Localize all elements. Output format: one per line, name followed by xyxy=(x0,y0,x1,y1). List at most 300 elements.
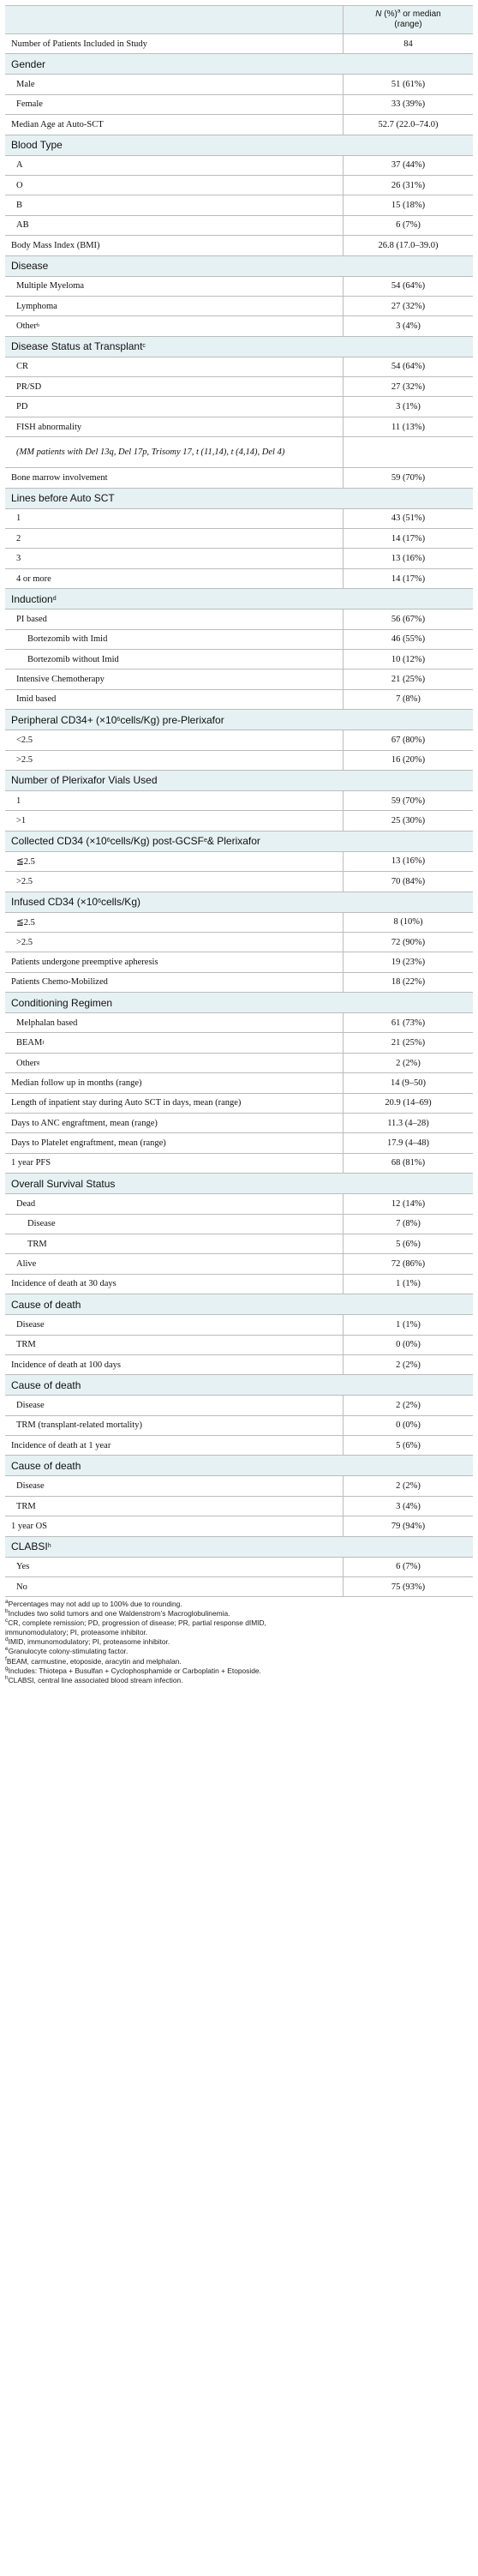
row-label: Melphalan based xyxy=(16,1018,78,1028)
row-label-cell xyxy=(5,1476,344,1495)
row-value-cell: 14 (9–50) xyxy=(390,1078,427,1088)
table-row xyxy=(5,1194,473,1214)
section-title-cell: Induction d xyxy=(11,592,57,605)
table-row xyxy=(5,156,473,176)
section-header-row xyxy=(5,135,473,156)
row-label-cell xyxy=(5,397,344,416)
row-label-cell xyxy=(5,872,344,891)
table-row xyxy=(5,75,473,94)
row-label-cell xyxy=(5,1073,344,1092)
row-label-cell xyxy=(5,913,344,932)
row-label-cell xyxy=(5,933,344,952)
row-label-cell xyxy=(5,1154,344,1173)
section-title-cell: Infused CD34 (×10 6 cells/Kg) xyxy=(11,896,140,908)
footnote-text: Includes two solid tumors and one Waldenstrom’s Macroglobulinemia. xyxy=(8,1609,230,1618)
row-label-cell xyxy=(5,670,344,688)
header-line-1 xyxy=(375,9,440,20)
table-row xyxy=(5,509,473,529)
table-row xyxy=(5,549,473,568)
row-value-cell: 43 (51%) xyxy=(391,513,426,524)
footnote-line xyxy=(5,1609,473,1618)
row-value-cell: 3 (4%) xyxy=(396,1501,421,1511)
footnote-line xyxy=(5,1676,473,1685)
table-row xyxy=(5,650,473,670)
row-label: TRM xyxy=(16,1501,36,1511)
row-value-cell: 84 xyxy=(403,39,413,49)
table-row xyxy=(5,952,473,972)
row-label-cell xyxy=(5,297,344,315)
section-title-cell xyxy=(5,1375,473,1395)
row-value-cell: 10 (12%) xyxy=(391,654,426,664)
row-value-cell: 56 (67%) xyxy=(391,614,426,624)
row-value-cell: 27 (32%) xyxy=(391,381,426,392)
table-row xyxy=(5,1577,473,1597)
section-title-tail: cells/Kg) xyxy=(100,896,140,908)
row-label: Intensive Chemotherapy xyxy=(16,675,105,685)
table-row xyxy=(5,529,473,549)
footnote-mark: a xyxy=(5,1599,9,1606)
row-label: ≦2.5 xyxy=(16,917,35,928)
section-title-cell xyxy=(5,489,473,508)
row-label: BEAM xyxy=(16,1038,43,1048)
row-value-cell: 27 (32%) xyxy=(391,301,426,311)
table-row xyxy=(5,1275,473,1294)
footnote-mark: f xyxy=(5,1655,7,1662)
row-value-cell: 17.9 (4–48) xyxy=(387,1138,429,1149)
table-row xyxy=(5,1476,473,1496)
section-title-cell xyxy=(5,135,473,155)
table-row xyxy=(5,397,473,417)
row-value-cell: 46 (55%) xyxy=(391,634,426,645)
row-label-cell xyxy=(5,791,344,810)
row-label-cell xyxy=(5,1114,344,1132)
row-label-cell xyxy=(5,95,344,114)
row-label-cell xyxy=(5,1133,344,1152)
table-row xyxy=(5,913,473,933)
header-value-column xyxy=(344,6,473,33)
row-value-cell: 13 (16%) xyxy=(391,554,426,564)
row-label: TRM (transplant-related mortality) xyxy=(16,1420,142,1431)
row-label-cell xyxy=(5,1416,344,1435)
row-label-cell xyxy=(5,952,344,971)
row-label-cell xyxy=(5,509,344,528)
row-label-cell xyxy=(5,751,344,770)
row-label-cell xyxy=(5,1497,344,1516)
section-title-cell xyxy=(5,993,473,1012)
footnote-line xyxy=(5,1628,473,1637)
row-label-cell xyxy=(5,1355,344,1374)
section-title: Disease xyxy=(11,260,49,273)
row-label-cell xyxy=(5,1516,344,1535)
row-value-cell: 13 (16%) xyxy=(391,856,426,867)
header-line-2: (range) xyxy=(394,20,422,29)
header-footnote-mark: a xyxy=(397,8,401,15)
row-value-cell: 2 (2%) xyxy=(396,1360,421,1370)
section-title-tail: & Plerixafor xyxy=(206,835,260,848)
table-row xyxy=(5,1234,473,1254)
footnote-line xyxy=(5,1637,473,1647)
table-row xyxy=(5,297,473,316)
row-value-cell: 15 (18%) xyxy=(391,201,426,211)
row-label-cell xyxy=(5,236,344,255)
row-value-cell: 52.7 (22.0–74.0) xyxy=(378,119,439,129)
row-value-cell: 8 (10%) xyxy=(393,917,423,928)
section-title: Lines before Auto SCT xyxy=(11,492,115,505)
row-label: >2.5 xyxy=(16,755,33,766)
row-label-cell xyxy=(5,357,344,376)
row-label: Patients Chemo-Mobilized xyxy=(11,977,108,988)
row-label: 4 or more xyxy=(16,573,51,584)
table-row xyxy=(5,1033,473,1053)
row-label: Multiple Myeloma xyxy=(16,281,85,291)
table-row xyxy=(5,216,473,236)
row-label: >2.5 xyxy=(16,937,33,947)
table-row xyxy=(5,973,473,993)
footnote-line xyxy=(5,1657,473,1666)
row-label: Median follow up in months (range) xyxy=(11,1078,142,1088)
row-value-cell: 61 (73%) xyxy=(391,1018,426,1028)
row-label-cell xyxy=(5,1436,344,1455)
row-value-cell: 5 (6%) xyxy=(396,1239,421,1249)
section-title-cell xyxy=(5,771,473,790)
section-header-row xyxy=(5,710,473,730)
row-label-cell xyxy=(5,277,344,296)
row-value-cell: 54 (64%) xyxy=(391,362,426,372)
table-row xyxy=(5,357,473,377)
row-value-cell: 6 (7%) xyxy=(396,220,421,231)
row-label-cell xyxy=(5,34,344,53)
row-label: Bortezomib without Imid xyxy=(27,654,119,664)
table-body xyxy=(5,34,473,1597)
row-label: Other xyxy=(16,1058,37,1068)
row-label: PD xyxy=(16,402,28,412)
row-value-cell: 51 (61%) xyxy=(391,80,426,90)
row-label: Length of inpatient stay during Auto SCT in days, mean (range) xyxy=(11,1098,242,1108)
row-label-cell xyxy=(5,973,344,992)
section-title-cell: Disease Status at Transplant c xyxy=(11,340,146,353)
section-header-row xyxy=(5,489,473,509)
section-title: Collected CD34 (×10 xyxy=(11,835,107,848)
row-label: 2 xyxy=(16,533,21,543)
header-percent: (%) xyxy=(381,9,397,19)
section-title: Conditioning Regimen xyxy=(11,996,113,1009)
row-value-cell: 67 (80%) xyxy=(391,735,426,745)
footnote-text: CLABSI, central line associated blood stream infection. xyxy=(8,1675,183,1684)
section-header-row xyxy=(5,771,473,791)
section-header-row xyxy=(5,1375,473,1396)
row-value-cell: 19 (23%) xyxy=(391,957,426,967)
row-label: B xyxy=(16,201,23,211)
table-row xyxy=(5,195,473,215)
row-value-cell: 70 (84%) xyxy=(391,876,426,886)
row-label-cell: BEAM f xyxy=(5,1033,344,1052)
row-label: TRM xyxy=(27,1239,47,1249)
table-row xyxy=(5,236,473,255)
row-label: PR/SD xyxy=(16,381,42,392)
row-label-cell xyxy=(5,1558,344,1576)
row-value-cell: 54 (64%) xyxy=(391,281,426,291)
table-row xyxy=(5,1133,473,1153)
row-value-cell: 72 (86%) xyxy=(391,1259,426,1270)
row-label: AB xyxy=(16,220,29,231)
row-label-cell xyxy=(5,1194,344,1213)
table-row xyxy=(5,468,473,488)
row-label-cell xyxy=(5,1094,344,1113)
table-row xyxy=(5,34,473,54)
section-title: Gender xyxy=(11,57,46,70)
table-row xyxy=(5,176,473,195)
row-label-cell xyxy=(5,1254,344,1273)
section-title-cell: Peripheral CD34+ (×10 6 cells/Kg) pre-Plerixafor xyxy=(11,713,224,726)
table-row xyxy=(5,569,473,589)
footnote-mark: e xyxy=(5,1646,9,1653)
table-row xyxy=(5,1436,473,1456)
row-value-cell: 37 (44%) xyxy=(391,160,426,171)
section-header-row xyxy=(5,832,473,852)
row-label: >1 xyxy=(16,816,27,826)
row-value-cell xyxy=(344,437,473,467)
table-row xyxy=(5,1396,473,1415)
row-label: >2.5 xyxy=(16,876,33,886)
header-or-median: or median xyxy=(400,9,441,19)
row-label: Alive xyxy=(16,1259,37,1270)
table-row xyxy=(5,277,473,297)
row-label-cell xyxy=(5,377,344,396)
row-label: Bone marrow involvement xyxy=(11,472,108,483)
table-row xyxy=(5,1154,473,1174)
section-header-row xyxy=(5,589,473,609)
row-label: Bortezomib with Imid xyxy=(27,634,108,645)
row-value-cell: 14 (17%) xyxy=(391,533,426,543)
table-row xyxy=(5,1215,473,1234)
row-label-cell xyxy=(5,690,344,709)
section-title-cell xyxy=(5,54,473,74)
row-label: Median Age at Auto-SCT xyxy=(11,119,104,129)
table-row xyxy=(5,1254,473,1274)
row-label: Disease xyxy=(16,1401,45,1410)
section-title: Disease Status at Transplant xyxy=(11,340,143,353)
row-label-cell xyxy=(5,609,344,628)
footnote-line xyxy=(5,1647,473,1656)
table-row xyxy=(5,933,473,952)
row-value-cell: 79 (94%) xyxy=(391,1521,426,1531)
row-value-cell: 3 (1%) xyxy=(396,402,421,412)
table-row xyxy=(5,377,473,397)
row-label-cell xyxy=(5,650,344,669)
row-label: No xyxy=(16,1582,27,1592)
row-label: PI based xyxy=(16,614,47,624)
row-value-cell: 7 (8%) xyxy=(396,1219,421,1229)
row-label-cell xyxy=(5,1013,344,1032)
row-value-cell: 12 (14%) xyxy=(391,1198,426,1209)
footnote-text: IMID, immunomodulatory; PI, proteasome inhibitor. xyxy=(8,1637,170,1647)
row-value-cell: 59 (70%) xyxy=(391,796,426,806)
row-value-cell: 2 (2%) xyxy=(396,1058,421,1068)
section-title: Blood Type xyxy=(11,139,63,152)
footnote-text: Granulocyte colony-stimulating factor. xyxy=(8,1647,128,1656)
row-value-cell: 11 (13%) xyxy=(391,422,425,432)
section-title: Peripheral CD34+ (×10 xyxy=(11,713,117,726)
row-value-cell: 59 (70%) xyxy=(391,472,426,483)
row-label-cell xyxy=(5,1396,344,1414)
row-label: <2.5 xyxy=(16,735,33,745)
row-label-cell xyxy=(5,569,344,588)
row-label: O xyxy=(16,180,23,190)
table-row xyxy=(5,1497,473,1516)
footnotes xyxy=(5,1600,473,1685)
row-value-cell: 5 (6%) xyxy=(396,1440,421,1450)
row-value-cell: 72 (90%) xyxy=(391,937,426,947)
row-label-cell xyxy=(5,730,344,749)
row-label: Patients undergone preemptive apheresis xyxy=(11,957,158,967)
row-value-cell: 33 (39%) xyxy=(391,99,426,110)
section-header-row xyxy=(5,1174,473,1194)
row-value-cell: 75 (93%) xyxy=(391,1582,426,1592)
row-value-cell: 3 (4%) xyxy=(396,321,421,331)
row-label-cell xyxy=(5,417,344,436)
table-row xyxy=(5,630,473,650)
footnote-line xyxy=(5,1618,473,1628)
footnote-line xyxy=(5,1666,473,1676)
section-header-row xyxy=(5,54,473,75)
table-row xyxy=(5,791,473,811)
section-title: Cause of death xyxy=(11,1459,81,1472)
row-value-cell: 7 (8%) xyxy=(396,694,421,705)
footnote-text: Includes: Thiotepa + Busulfan + Cyclophosphamide or Carboplatin + Etoposide. xyxy=(8,1666,261,1675)
row-value-cell: 18 (22%) xyxy=(391,977,426,988)
table-row xyxy=(5,730,473,750)
table-row xyxy=(5,670,473,689)
row-value-cell: 21 (25%) xyxy=(391,1038,426,1048)
table-row xyxy=(5,316,473,336)
section-header-row xyxy=(5,1456,473,1476)
section-header-row xyxy=(5,337,473,357)
row-value-cell: 21 (25%) xyxy=(391,675,426,685)
row-label-cell xyxy=(5,549,344,567)
row-label: CR xyxy=(16,362,29,372)
row-value-cell: 25 (30%) xyxy=(391,816,426,826)
row-label: A xyxy=(16,160,23,171)
table-row xyxy=(5,852,473,872)
row-label: Imid based xyxy=(16,694,57,705)
table-row xyxy=(5,1315,473,1335)
row-label-cell xyxy=(5,1215,344,1234)
section-header-row xyxy=(5,892,473,913)
section-title: Infused CD34 (×10 xyxy=(11,896,99,908)
row-label: Lymphoma xyxy=(16,301,57,311)
table-row xyxy=(5,872,473,892)
row-label: Number of Patients Included in Study xyxy=(11,39,147,49)
table-row xyxy=(5,417,473,437)
row-label-cell xyxy=(5,437,344,467)
row-label-cell: Other b xyxy=(5,316,344,335)
section-header-row xyxy=(5,1294,473,1315)
table-row xyxy=(5,1114,473,1133)
footnote-line xyxy=(5,1600,473,1609)
table-row xyxy=(5,751,473,771)
footnote-text: immunomodulatory; PI, proteasome inhibitor. xyxy=(5,1628,148,1637)
row-label: 1 year PFS xyxy=(11,1158,51,1168)
row-label-cell xyxy=(5,1234,344,1253)
row-label: (MM patients with Del 13q, Del 17p, Trisomy 17, t (11,14), t (4,14), Del 4) xyxy=(16,447,285,457)
row-value-cell: 0 (0%) xyxy=(396,1340,421,1350)
row-label: 1 xyxy=(16,513,21,524)
footnote-mark: g xyxy=(5,1665,9,1672)
section-title-tail: cells/Kg) post-GCSF xyxy=(110,835,204,848)
footnote-mark: h xyxy=(5,1674,9,1681)
row-value-cell: 11.3 (4–28) xyxy=(387,1118,429,1128)
section-title-cell: CLABSI h xyxy=(11,1540,51,1553)
section-title: Induction xyxy=(11,592,53,605)
table-row xyxy=(5,1416,473,1436)
row-label-cell xyxy=(5,195,344,214)
section-header-row xyxy=(5,1537,473,1558)
row-value-cell: 0 (0%) xyxy=(396,1420,421,1431)
row-label-cell xyxy=(5,529,344,548)
header-empty-cell xyxy=(5,6,344,33)
section-title: CLABSI xyxy=(11,1540,48,1553)
row-label: Yes xyxy=(16,1562,30,1572)
header-n: N xyxy=(375,9,382,19)
row-label: Incidence of death at 30 days xyxy=(11,1279,117,1289)
table-row xyxy=(5,1073,473,1093)
table-row xyxy=(5,1094,473,1114)
section-title-cell xyxy=(5,1456,473,1475)
row-label-cell xyxy=(5,1315,344,1334)
row-label-cell xyxy=(5,811,344,830)
row-label-cell xyxy=(5,216,344,235)
row-label-cell xyxy=(5,1275,344,1294)
section-title-cell: Collected CD34 (×10 6 cells/Kg) post-GCSF e & Plerixafor xyxy=(11,835,260,848)
footnote-text: BEAM, carmustine, etoposide, aracytin and melphalan. xyxy=(6,1656,182,1666)
row-label: Disease xyxy=(16,1481,45,1492)
section-header-row xyxy=(5,993,473,1013)
table-row xyxy=(5,811,473,831)
row-label-cell xyxy=(5,630,344,649)
row-label: Dead xyxy=(16,1198,36,1209)
section-title-cell xyxy=(5,1294,473,1314)
row-value-cell: 2 (2%) xyxy=(396,1401,421,1410)
section-title: Number of Plerixafor Vials Used xyxy=(11,774,158,787)
table-row xyxy=(5,1336,473,1355)
row-label-cell xyxy=(5,176,344,195)
table-row xyxy=(5,95,473,115)
row-label-cell xyxy=(5,156,344,175)
row-label: 1 year OS xyxy=(11,1521,47,1531)
row-label: Incidence of death at 100 days xyxy=(11,1360,121,1370)
row-value-cell: 20.9 (14–69) xyxy=(385,1098,432,1108)
row-label: Male xyxy=(16,80,35,90)
row-label-cell xyxy=(5,1336,344,1354)
row-value-cell: 26 (31%) xyxy=(391,180,426,190)
row-label-cell: Other g xyxy=(5,1054,344,1072)
section-title-tail: cells/Kg) pre-Plerixafor xyxy=(120,713,224,726)
row-label-cell xyxy=(5,115,344,134)
table-row xyxy=(5,115,473,135)
footnote-mark: c xyxy=(5,1618,9,1624)
characteristics-table xyxy=(5,5,473,1597)
row-label: Days to Platelet engraftment, mean (range) xyxy=(11,1138,166,1149)
row-label: Days to ANC engraftment, mean (range) xyxy=(11,1118,158,1128)
row-label-cell xyxy=(5,852,344,871)
table-row xyxy=(5,1355,473,1375)
footnote-mark: b xyxy=(5,1608,9,1615)
row-value-cell: 26.8 (17.0–39.0) xyxy=(378,240,439,250)
footnote-text: Percentages may not add up to 100% due to rounding. xyxy=(8,1600,182,1608)
row-label: Body Mass Index (BMI) xyxy=(11,240,100,250)
row-value-cell: 6 (7%) xyxy=(396,1562,421,1572)
table-row xyxy=(5,1013,473,1033)
